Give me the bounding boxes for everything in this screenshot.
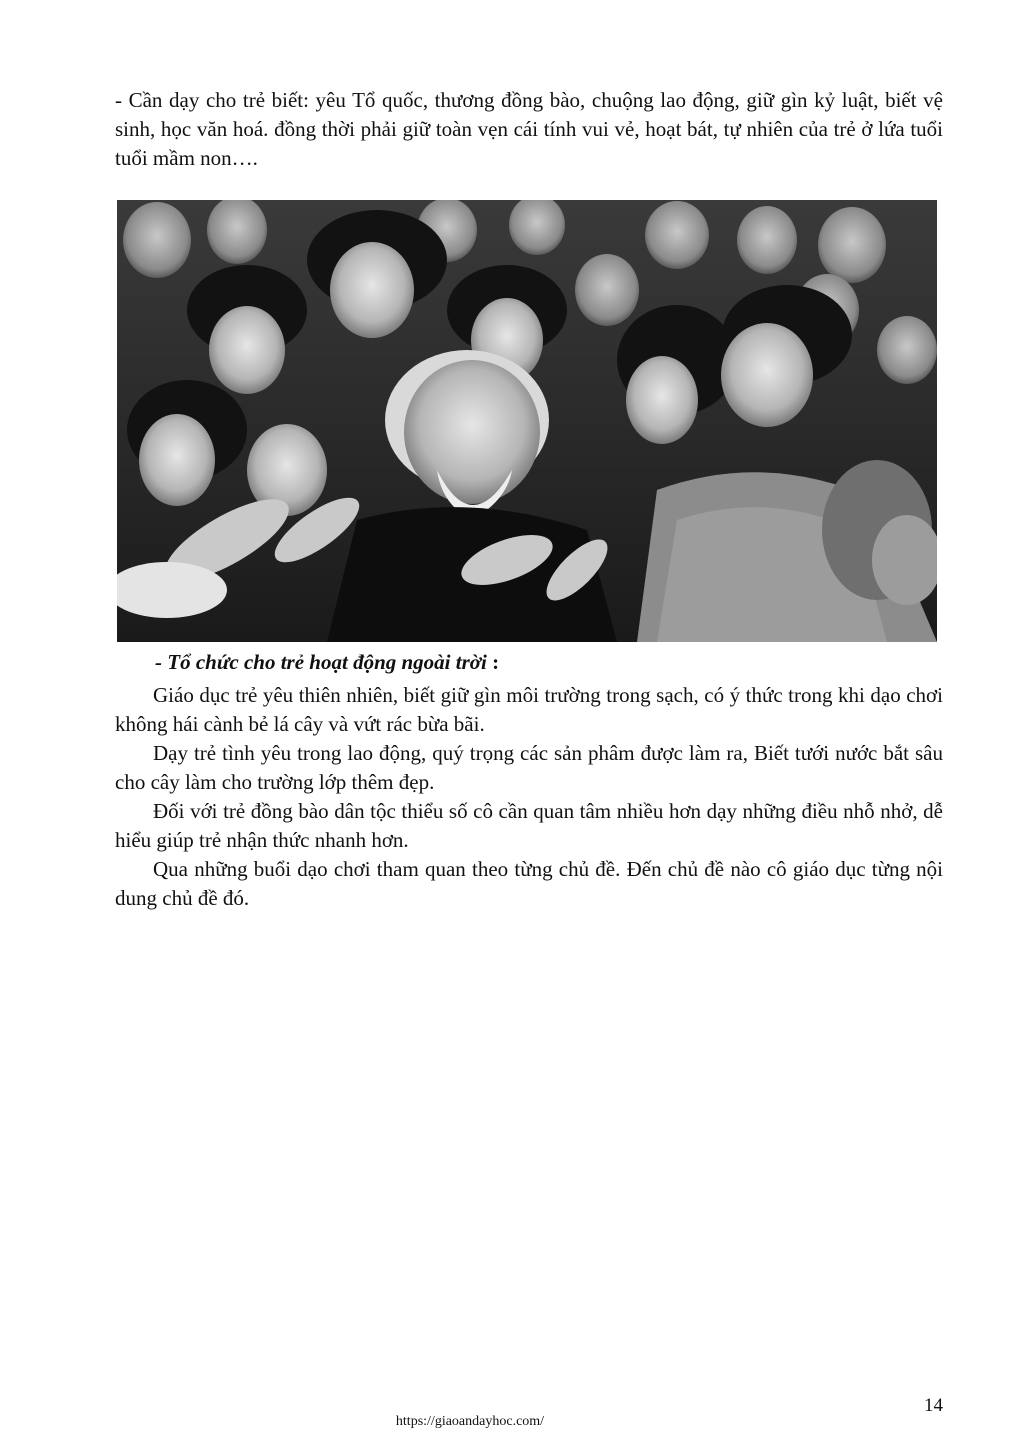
section-body [115,681,943,913]
photograph-icon [117,200,937,642]
paragraph-field-trips: Qua những buổi dạo chơi tham quan theo từng chủ đề. Đến chủ đề nào cô giáo dục từng nội dung chủ đề đó. [115,857,943,910]
section-heading-text: - Tổ chức cho trẻ hoạt động ngoài trời [155,650,487,674]
section-heading [155,648,499,677]
page-number: 14 [924,1395,943,1416]
intro-paragraph: - Cần dạy cho trẻ biết: yêu Tổ quốc, thương đồng bào, chuộng lao động, giữ gìn kỷ luật, biết vệ sinh, học văn hoá. đồng thời phải giữ toàn vẹn cái tính vui vẻ, hoạt bát, tự nhiên của trẻ ở lứa tuổi tuổi mầm non…. [115,88,943,170]
paragraph-labor: Dạy trẻ tình yêu trong lao động, quý trọng các sản phâm được làm ra, Biết tưới nước bắt sâu cho cây làm cho trường lớp thêm đẹp. [115,741,943,794]
paragraph-ethnic-minority: Đối với trẻ đồng bào dân tộc thiểu số cô cần quan tâm nhiều hơn dạy những điều nhỗ nhở, dễ hiểu giúp trẻ nhận thức nhanh hơn. [115,799,943,852]
paragraph-nature: Giáo dục trẻ yêu thiên nhiên, biết giữ gìn môi trường trong sạch, có ý thức trong khi dạo chơi không hái cành bẻ lá cây và vứt rác bừa bãi. [115,683,943,736]
section-heading-colon: : [492,650,500,674]
photograph-children-with-elder [117,200,937,642]
footer-url: https://giaoandayhoc.com/ [395,1414,545,1429]
